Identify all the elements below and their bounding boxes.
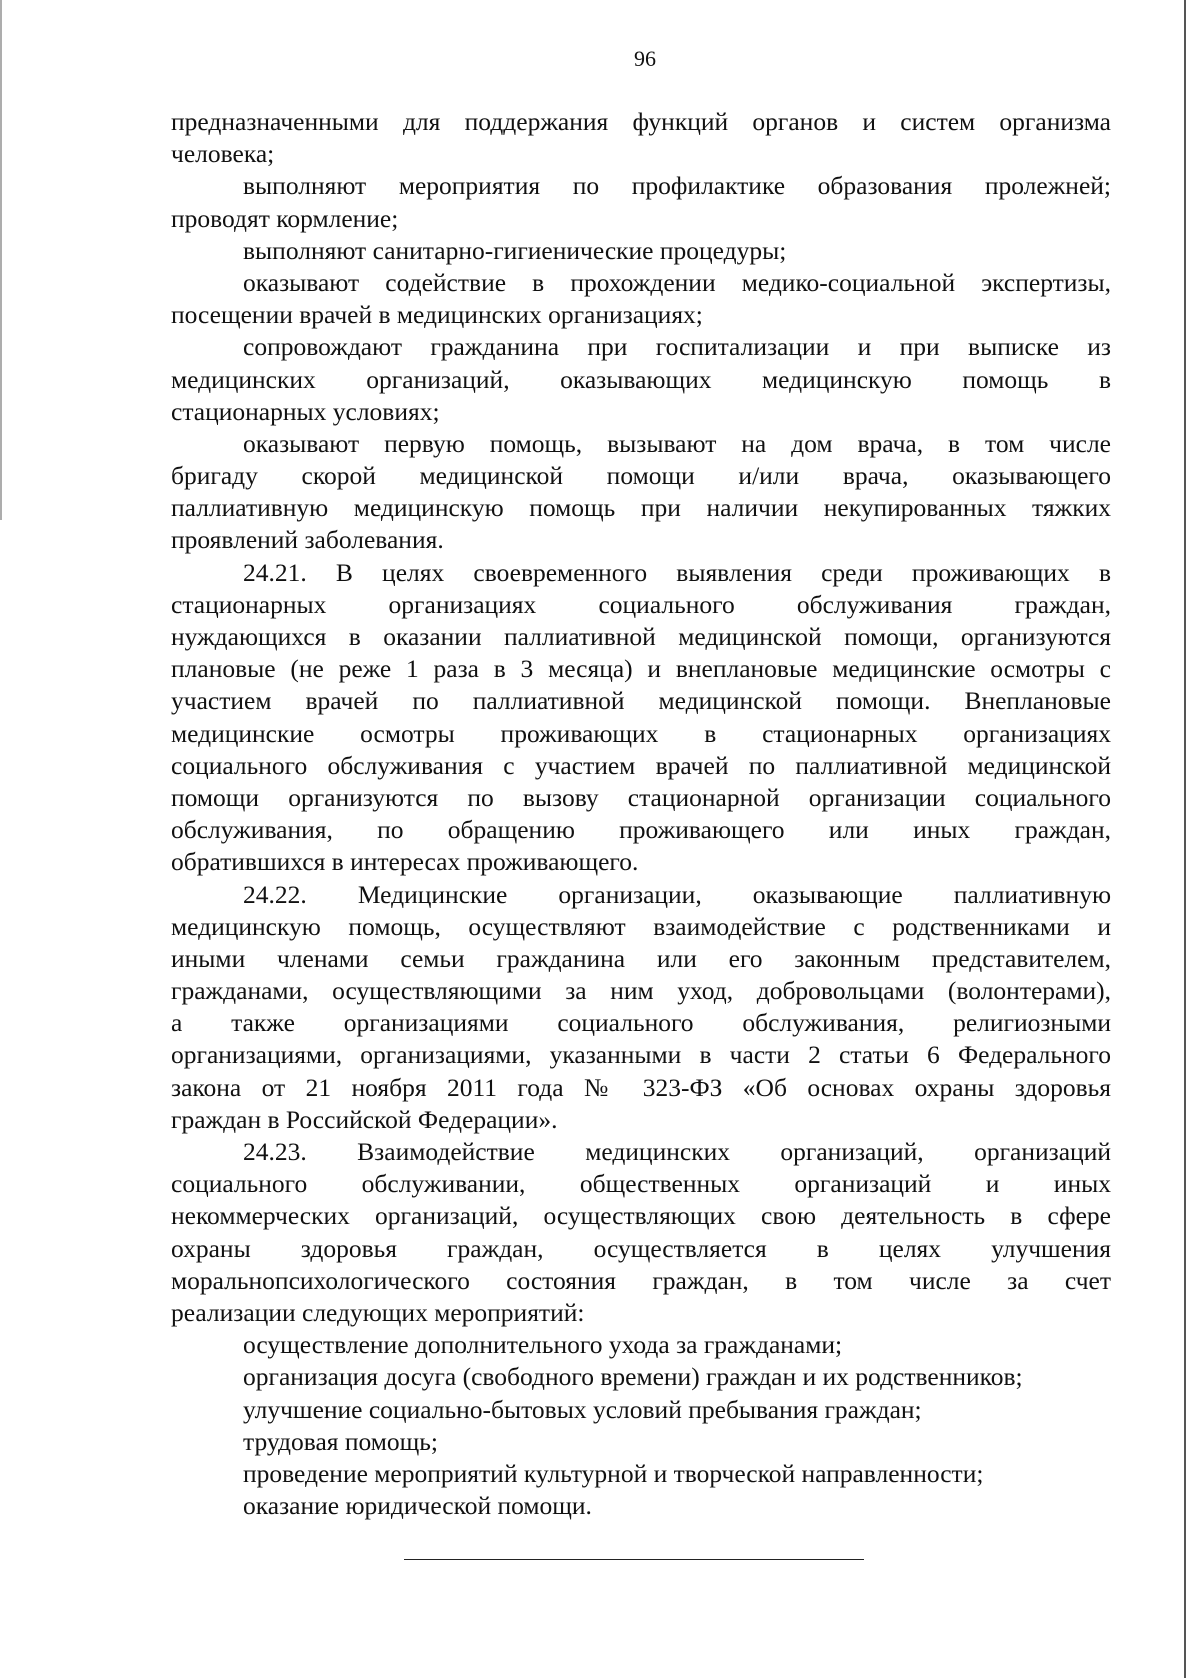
text-line: проведение мероприятий культурной и творческой направленности;	[243, 1458, 984, 1488]
text-line: паллиативную медицинскую помощь при наличии некупированных тяжких	[171, 493, 1111, 523]
text-line: плановые (не реже 1 раза в 3 месяца) и внеплановые медицинские осмотры с	[171, 654, 1111, 684]
text-line: организация досуга (свободного времени) граждан и их родственников;	[243, 1362, 1023, 1392]
scan-edge-right	[1184, 0, 1186, 1678]
text-line: 24.22. Медицинские организации, оказывающие паллиативную	[243, 879, 1111, 909]
text-line: стационарных организациях социального обслуживания граждан,	[171, 589, 1111, 619]
end-separator-line	[404, 1559, 864, 1560]
text-line: гражданами, осуществляющими за ним уход, добровольцами (волонтерами),	[171, 976, 1111, 1006]
text-line: медицинские осмотры проживающих в стационарных организациях	[171, 718, 1111, 748]
text-line: некоммерческих организаций, осуществляющих свою деятельность в сфере	[171, 1201, 1111, 1231]
text-line: человека;	[171, 139, 275, 169]
document-body	[171, 106, 1111, 1522]
text-line: закона от 21 ноября 2011 года № 323-ФЗ «Об основах охраны здоровья	[171, 1072, 1111, 1102]
text-line: участием врачей по паллиативной медицинской помощи. Внеплановые	[171, 686, 1111, 716]
text-line: обратившихся в интересах проживающего.	[171, 847, 639, 877]
text-line: помощи организуются по вызову стационарной организации социального	[171, 782, 1111, 812]
text-line: оказание юридической помощи.	[243, 1491, 592, 1521]
text-line: медицинских организаций, оказывающих медицинскую помощь в	[171, 364, 1111, 394]
text-line: социального обслуживания с участием врачей по паллиативной медицинской	[171, 750, 1111, 780]
text-line: улучшение социально-бытовых условий пребывания граждан;	[243, 1394, 922, 1424]
text-line: медицинскую помощь, осуществляют взаимодействие с родственниками и	[171, 911, 1111, 941]
text-line: социального обслуживании, общественных организаций и иных	[171, 1169, 1111, 1199]
text-line: 24.21. В целях своевременного выявления среди проживающих в	[243, 557, 1111, 587]
text-line: а также организациями социального обслуживания, религиозными	[171, 1008, 1111, 1038]
text-line: граждан в Российской Федерации».	[171, 1104, 558, 1134]
text-line: моральнопсихологического состояния граждан, в том числе за счет	[171, 1265, 1111, 1295]
text-line: проявлений заболевания.	[171, 525, 444, 555]
text-line: оказывают первую помощь, вызывают на дом врача, в том числе	[243, 428, 1111, 458]
text-line: бригаду скорой медицинской помощи и/или врача, оказывающего	[171, 461, 1111, 491]
text-line: выполняют санитарно-гигиенические процедуры;	[243, 235, 787, 265]
text-line: реализации следующих мероприятий:	[171, 1297, 585, 1327]
scan-edge-left	[0, 0, 2, 520]
text-line: сопровождают гражданина при госпитализации и при выписке из	[243, 332, 1111, 362]
page-number: 96	[634, 46, 656, 71]
text-line: иными членами семьи гражданина или его законным представителем,	[171, 943, 1111, 973]
text-line: 24.23. Взаимодействие медицинских организаций, организаций	[243, 1137, 1111, 1166]
text-line: охраны здоровья граждан, осуществляется в целях улучшения	[171, 1233, 1111, 1263]
text-line: трудовая помощь;	[243, 1426, 439, 1456]
text-line: организациями, организациями, указанными в части 2 статьи 6 Федерального	[171, 1040, 1111, 1070]
text-line: проводят кормление;	[171, 203, 399, 233]
text-line: предназначенными для поддержания функций органов и систем организма	[171, 107, 1111, 136]
text-line: посещении врачей в медицинских организациях;	[171, 300, 703, 330]
text-line: обслуживания, по обращению проживающего или иных граждан,	[171, 815, 1111, 845]
text-line: осуществление дополнительного ухода за гражданами;	[243, 1330, 843, 1360]
text-line: выполняют мероприятия по профилактике образования пролежней;	[243, 171, 1111, 201]
text-line: оказывают содействие в прохождении медико-социальной экспертизы,	[243, 267, 1111, 297]
text-line: стационарных условиях;	[171, 396, 440, 426]
text-line: нуждающихся в оказании паллиативной медицинской помощи, организуются	[171, 622, 1111, 651]
